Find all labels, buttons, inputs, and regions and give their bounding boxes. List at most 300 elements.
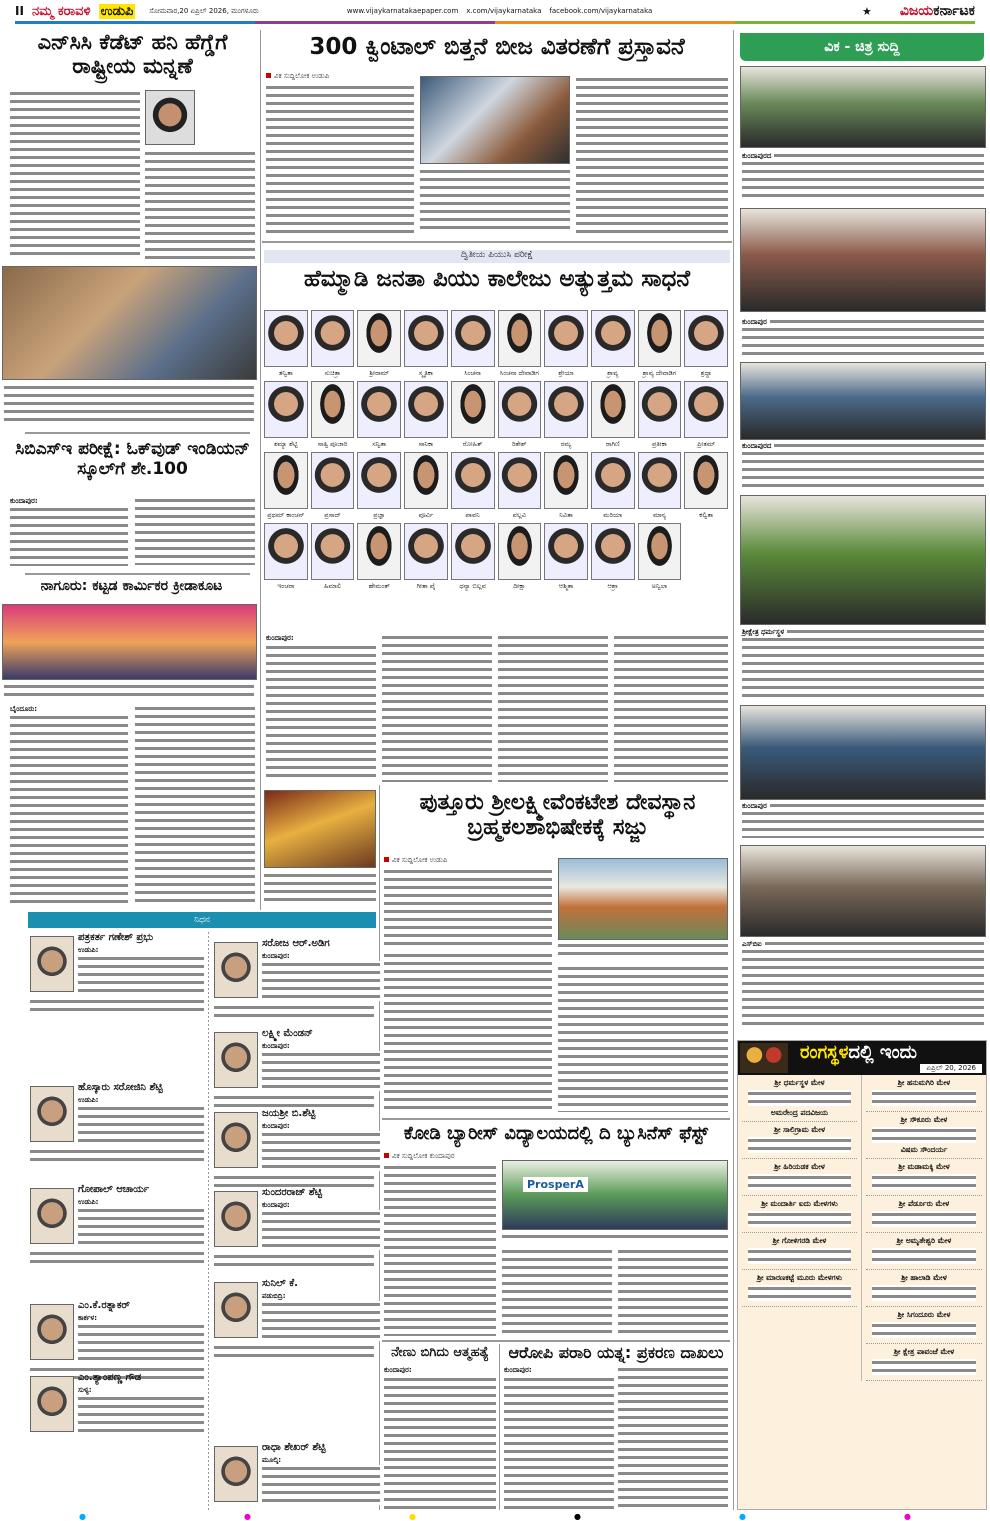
student-photo [591,523,635,580]
student-name: ಶ್ರಾವ್ಯ [607,369,619,377]
student-card [404,523,448,591]
caption-lead: ಕುಂದಾಪುರದ [742,152,774,161]
student-photo [264,310,308,367]
x-link[interactable]: x.com/vijaykarnataka [466,7,542,15]
headline-nagur: ನಾಗೂರು: ಕಟ್ಟಡ ಕಾರ್ಮಿಕರ ಕ್ರೀಡಾಕೂಟ [40,578,223,594]
rangasthala-box [737,1040,987,1510]
mela-listing [866,1112,982,1159]
student-photo [638,381,682,438]
student-photo [311,310,355,367]
student-card [451,381,495,449]
headline-cbse: ಸಿಬಿಎಸ್‌ಇ ಪರೀಕ್ಷೆ: ಓಕ್‌ವುಡ್ ಇಂಡಿಯನ್ ಸ್ಕೂಲ್‌ಗೆ ಶೇ.100 [15,439,250,479]
article-body [618,1248,728,1336]
divider [262,241,732,243]
rangasthala-header: ರಂಗಸ್ಥಳದಲ್ಲಿ ಇಂದು ಏಪ್ರಿಲ್ 20, 2026 [738,1041,986,1075]
student-photo [684,452,728,509]
student-photo-grid [264,310,728,591]
mela-listing [866,1233,982,1270]
student-name: ಅನ್ವಿಲಾ [651,582,668,590]
obituary-name: ಜಯಶ್ರೀ ಬಿ.ಶೆಟ್ಟಿ [262,1108,316,1119]
student-card [684,452,728,520]
student-card [264,452,308,520]
student-photo [684,381,728,438]
venue-text [748,1248,851,1264]
article-body [266,84,414,234]
mela-name: ಶ್ರೀ ಧರ್ಮಸ್ಥಳ ಮೇಳ [774,1078,825,1087]
student-photo [451,452,495,509]
student-photo [357,381,401,438]
obituary-text [262,1051,380,1091]
obituary-place: ಕುಂದಾಪುರ: [262,1042,290,1050]
venue-text [748,1137,851,1153]
business-fest-photo [502,1160,728,1230]
student-photo [544,523,588,580]
caption-lead: ಕುಂದಾಪುರ [742,802,770,811]
dateline: ಕುಂದಾಪುರ: [10,497,38,505]
student-name: ಸ್ಮೃತಿಕಾ [418,369,434,377]
meeting-photo [420,76,570,164]
obituary-name: ಲಕ್ಷ್ಮೀ ಮೆಂಡನ್ [262,1028,313,1039]
obituary-text [262,1465,380,1505]
news-photo [740,705,986,800]
photo-caption [742,940,984,1028]
student-card [357,310,401,378]
obituary-photo [30,1376,74,1432]
student-name: ಇಂಚರಾ [277,582,295,590]
student-photo [544,310,588,367]
masthead [15,2,975,20]
venue-text [872,1090,976,1106]
article-body [384,1164,496,1336]
student-card [638,310,682,378]
obituary-name: ಸುನಿಲ್ ಕೆ. [262,1278,298,1289]
venue-text [748,1211,851,1227]
obituary-text [78,1105,204,1145]
edition-date: ಸೋಮವಾರ,20 ಏಪ್ರಿಲ್ 2026, ಮಂಗಳೂರು [149,6,259,15]
student-name: ಪೂರ್ವಿ [418,511,434,519]
article-body [382,634,492,782]
student-photo [357,452,401,509]
dateline: ಕುಂದಾಪುರ: [504,1366,532,1374]
article-body [504,1376,614,1510]
student-card [264,381,308,449]
mela-listing [866,1196,982,1233]
headline-accused: ಆರೋಪಿ ಪರಾರಿ ಯತ್ನ: ಪ್ರಕರಣ ದಾಖಲು [508,1343,724,1362]
divider [25,573,250,575]
student-photo [311,523,355,580]
mela-name: ಶ್ರೀ ಗೋಳಿಗರಡಿ ಮೇಳ [772,1236,827,1245]
student-photo [451,523,495,580]
venue-text [872,1127,976,1143]
play-title: ಅಮರೇಂದ್ರ ಪದವಿಜಯ [770,1108,829,1117]
photo-caption [502,1233,728,1243]
student-card [404,381,448,449]
obituary-name: ಎಂ.ಕೆ.ರತ್ನಾಕರ್ [78,1300,130,1311]
student-name: ಪ್ರಜ್ಞಾ [373,511,386,519]
mela-name: ಶ್ರೀ ಹನುಮಗಿರಿ ಮೇಳ [897,1078,951,1087]
article-body [502,1248,612,1336]
student-name: ಆಶ್ರಾ [607,582,618,590]
mela-name: ಶ್ರೀ ಹಿರಿಯಡಕ ಮೇಳ [774,1162,825,1171]
student-photo [264,523,308,580]
mela-name: ಶ್ರೀ ಹಾಲಾಡಿ ಮೇಳ [901,1273,947,1282]
article-body [135,705,255,905]
student-photo [264,452,308,509]
temple-render-photo [558,858,728,940]
column-rule [499,1344,500,1510]
student-photo [357,310,401,367]
obituary-text [214,1004,374,1020]
student-photo [638,523,682,580]
student-name: ಶ್ರಾವ್ಯ ದೇವಾಡಿಗ [642,369,677,377]
obituary-photo [30,1086,74,1142]
student-photo [404,310,448,367]
web-link[interactable]: www.vijaykarnatakaepaper.com [346,7,459,15]
student-card [451,523,495,591]
student-card [591,523,635,591]
obituary-name: ಸರೋಜ ಆರ್.ಅಡಿಗ [262,938,330,949]
student-card [684,310,728,378]
obituary-text [30,1250,204,1266]
student-photo [498,381,542,438]
photo-caption [742,152,984,202]
student-card [638,523,682,591]
mela-column-left [738,1075,862,1381]
student-card [311,381,355,449]
obituary-photo [214,1112,258,1168]
student-name: ರೋಹಿತ್ [462,440,483,448]
divider [382,1340,730,1342]
student-photo [498,452,542,509]
student-photo [451,381,495,438]
student-name: ಸಾನಿಕಾ [418,440,434,448]
student-card [684,381,728,449]
obituary-place: ಕುಂದಾಪುರ: [262,1122,290,1130]
student-card [591,381,635,449]
mela-name: ಶ್ರೀ ಕ್ಷೇತ್ರ ಪಾವಂಜೆ ಮೇಳ [893,1347,955,1356]
student-card [311,310,355,378]
obituary-text [262,1301,380,1341]
article-body [266,644,376,782]
student-card [498,523,542,591]
obituary-text [78,1395,204,1435]
photo-caption [742,802,984,838]
student-name: ಸನ್ವಿತಾ [372,440,387,448]
page-number: II [15,4,24,18]
student-photo [591,310,635,367]
student-photo [311,452,355,509]
article-body [384,868,552,948]
student-card [638,452,682,520]
photo-caption [742,318,984,358]
headline-ncc: ಎನ್‌ಸಿಸಿ ಕೆಡೆಟ್ ಹನಿ ಹೆಗ್ಡೆಗೆ ರಾಷ್ಟ್ರೀಯ ಮನ್ನಣೆ [37,30,228,79]
student-name: ಆಶ್ಮಿತಾ [558,582,574,590]
student-card [404,310,448,378]
obituary-place: ಉಡುಪಿ: [78,946,99,954]
mela-listing [866,1344,982,1381]
student-card [498,381,542,449]
photo-caption [4,384,254,424]
article-body [576,76,728,234]
venue-text [748,1174,851,1190]
headline-suicide: ನೇಣು ಬಿಗಿದು ಆತ್ಮಹತ್ಯೆ [391,1345,489,1360]
obituary-photo [214,1446,258,1502]
student-card [591,452,635,520]
obituary-text [78,1207,204,1247]
headline-business-fest: ಕೋಡಿ ಬ್ಯಾರೀಸ್ ವಿದ್ಯಾಲಯದಲ್ಲಿ ದಿ ಬ್ಯುಸಿನೆಸ್ ಫೆಸ್ಟ್ [403,1123,709,1144]
headline-puc: ಹೆಮ್ಮಾಡಿ ಜನತಾ ಪಿಯು ಕಾಲೇಜು ಅತ್ಯುತ್ತಮ ಸಾಧನೆ [303,266,691,292]
student-name: ರಿತೇಶ್ [512,440,527,448]
student-photo [498,310,542,367]
masthead-stripe [15,21,975,24]
student-card [264,523,308,591]
student-name: ತನ್ವಿತಾ [278,369,293,377]
event-photo [2,266,257,380]
student-card [404,452,448,520]
mela-listing [742,1196,857,1233]
student-name: ಸಿಂಚನಾ ದೇವಾಡಿಗ [499,369,539,377]
mela-listing [742,1233,857,1270]
venue-text [872,1322,976,1338]
student-card [544,452,588,520]
student-name: ಹೇಮಂತ್ [368,582,390,590]
article-body [10,506,128,566]
student-card [357,381,401,449]
venue-text [872,1211,976,1227]
column-rule [208,932,209,1510]
article-body [558,965,728,1112]
cadet-photo [145,90,195,145]
student-name: ಪ್ರೀತಮ್ [697,440,716,448]
student-name: ಸಾತ್ವಿ ಪೂಜಾರಿ [317,440,348,448]
article-body [420,168,570,234]
section-udupi: ಉಡುಪಿ [100,3,134,19]
student-name: ಪಾವನಿ [465,511,480,519]
obituary-text [214,1253,374,1269]
article-body [384,952,552,1112]
article-body [618,1366,728,1510]
student-card [544,523,588,591]
student-name: ಪಲ್ಲವಿ [512,511,527,519]
sports-meet-photo [2,604,257,680]
mela-name: ಶ್ರೀ ಸೌಕೂರು ಮೇಳ [900,1115,948,1124]
student-name: ಸಿಂಚನಾ [464,369,481,377]
mela-name: ಶ್ರೀ ಸಿಗಂದೂರು ಮೇಳ [897,1310,951,1319]
article-body [145,150,255,260]
student-photo [544,381,588,438]
obituary-name: ಗೋಪಾಲ್ ಆಚಾರ್ಯ [78,1184,150,1195]
obituary-place: ಸುಳ್ಯ: [78,1386,92,1394]
dateline: ಬೈಂದೂರು: [10,705,38,713]
article-body [10,714,128,904]
student-photo [498,523,542,580]
student-name: ಶಮ್ಯಾ ಶೆಟ್ಟಿ [274,440,298,448]
student-name: ರಾಗಿಣಿ [605,440,620,448]
obituary-place: ಕಾರ್ಕಳ: [78,1314,97,1322]
obituary-text [30,998,204,1014]
news-photo [740,495,986,625]
obituary-place: ಕುಂದಾಪುರ: [262,1201,290,1209]
dateline: ಕುಂದಾಪುರ: [266,634,294,642]
student-card [498,452,542,520]
obituary-name: ಹೊಸ್ಕಾರು ಸರೋಜಿನಿ ಶೆಟ್ಟಿ [78,1082,163,1093]
headline-seeds: 300 ಕ್ವಿಂಟಾಲ್ ಬಿತ್ತನೆ ಬೀಜ ವಿತರಣೆಗೆ ಪ್ರಸ್ತಾವನೆ [309,34,685,60]
photo-caption [264,872,376,906]
rangasthala-title: ರಂಗಸ್ಥಳ [800,1042,849,1063]
divider [382,1118,730,1120]
student-card [264,310,308,378]
mela-name: ಶ್ರೀ ಮಂದಾರ್ತಿ ಐದು ಮೇಳಗಳು [761,1199,838,1208]
student-photo [404,523,448,580]
student-card [544,381,588,449]
venue-text [748,1090,851,1106]
mela-column-right [862,1075,986,1381]
venue-text [872,1174,976,1190]
venue-text [872,1285,976,1301]
student-photo [404,452,448,509]
caption-lead: ಕುಂದಾಪುರ [742,318,770,327]
student-name: ಮರಿಯಾ [603,511,623,519]
caption-lead: ಎಸ್‌ಬಿಐ [742,940,765,949]
student-name: ಸುಚಿತ್ರಾ [324,369,341,377]
mela-listing [866,1159,982,1196]
student-card [638,381,682,449]
article-body [614,634,728,782]
obituary-text [262,961,380,1001]
student-card [498,310,542,378]
photo-caption [4,683,254,701]
student-name: ಪ್ರತೀಕಾ [651,440,667,448]
caption-lead: ಶ್ರೀಕ್ಷೇತ್ರ ಧರ್ಮಸ್ಥಳ [742,628,787,637]
mela-listing [866,1075,982,1112]
student-card [311,523,355,591]
student-photo [451,310,495,367]
obituary-text [30,1148,204,1164]
student-card [451,452,495,520]
student-name: ಶ್ರೀರಾಮ್ [369,369,390,377]
dateline: ಕುಂದಾಪುರ: [384,1366,412,1374]
student-name: ಪ್ರಸಾದ್ [324,511,341,519]
mela-name: ಶ್ರೀ ಮಾರಣಕಟ್ಟೆ ಮೂರು ಮೇಳಗಳು [756,1273,843,1282]
student-name: ಶ್ರದ್ಧಾ [700,369,712,377]
obituary-photo [30,1188,74,1244]
student-photo [311,381,355,438]
student-name: ಹಿಮಾಲಿ [323,582,342,590]
facebook-link[interactable]: facebook.com/vijaykarnataka [549,7,653,15]
obituary-name: ಎಂ.ತ್ಯಾಂಪಣ್ಣ ಗೌಡ [78,1372,142,1383]
obituary-text [262,1131,380,1171]
student-name: ಗೀತಾ ಪೈ [416,582,436,590]
color-registration-marks: ● ● ● ● ● ● [79,1512,911,1521]
photo-caption [742,442,984,490]
byline: ವಿಕ ಸುದ್ದಿಲೋಕ ಉಡುಪಿ [266,72,329,81]
obituary-text [262,1210,380,1250]
photo-caption [558,942,728,960]
mela-listing [742,1075,857,1122]
student-card [357,452,401,520]
photo-caption [742,628,984,698]
student-name: ಮಾನ್ಯ [652,511,666,519]
obituary-place: ಕುಂದಾಪುರ: [262,952,290,960]
obituary-photo [30,1304,74,1360]
student-name: ಧನ್ಯಾ ಬಿಲ್ಲವ [459,582,486,590]
mela-listing [742,1159,857,1196]
play-title: ವಿಷಮ ಸೌಂದರ್ಯ [900,1145,948,1154]
news-photo [740,845,986,937]
obituary-place: ಉಡುಪಿ: [78,1198,99,1206]
student-card [544,310,588,378]
obituary-place: ಮೂಲ್ಕಿ: [262,1456,282,1464]
star-icon: ★ [861,4,872,18]
student-card [357,523,401,591]
mela-name: ಶ್ರೀ ಸಾಲಿಗ್ರಾಮ ಮೇಳ [773,1125,826,1134]
student-card [311,452,355,520]
fest-banner: ProsperA [523,1177,588,1192]
venue-text [748,1285,851,1301]
byline: ವಿಕ ಸುದ್ದಿಲೋಕ ಉಡುಪಿ [384,856,447,865]
rangasthala-date: ಏಪ್ರಿಲ್ 20, 2026 [920,1064,982,1073]
student-name: ಶ್ರೇಯಾ [558,369,574,377]
article-body [135,497,255,565]
byline: ವಿಕ ಸುದ್ದಿಲೋಕ ಕುಂದಾಪುರ [384,1152,455,1161]
obituary-photo [214,1282,258,1338]
mela-listing [742,1122,857,1159]
obituary-photo [214,1191,258,1247]
student-photo [264,381,308,438]
student-name: ಕಲ್ವಿತಾ [699,511,714,519]
obituary-header: ನಿಧನ [28,912,376,928]
student-photo [638,452,682,509]
obituary-text [214,1344,374,1360]
obituary-place: ಪಡುಬಿದ್ರಿ: [262,1292,286,1300]
venue-text [872,1359,976,1375]
student-photo [591,452,635,509]
mela-name: ಶ್ರೀ ಮಡಾಮಕ್ಕಿ ಮೇಳ [898,1162,950,1171]
obituary-text [78,1323,204,1363]
student-card [451,310,495,378]
student-name: ದೀಕ್ಷಾ [513,582,526,590]
obituary-photo [30,936,74,992]
caption-lead: ಕುಂದಾಪುರದ [742,442,774,451]
obituary-name: ಸುಂದರರಾಜ್ ಶೆಟ್ಟಿ [262,1187,323,1198]
photo-news-header: ವಿಕ - ಚಿತ್ರ ಸುದ್ದಿ [740,33,984,61]
article-body [498,634,608,782]
article-body [10,90,140,260]
student-name: ಪ್ರಥಮ್ ಕಾಂಚನ್ [267,511,305,519]
student-photo [684,310,728,367]
news-photo [740,66,986,148]
mela-listing [866,1270,982,1307]
student-photo [544,452,588,509]
student-photo [638,310,682,367]
section-title: ನಮ್ಮ ಕರಾವಳಿ [31,3,91,19]
student-card [591,310,635,378]
obituary-photo [214,1032,258,1088]
obituary-name: ರಾಧಾ ಶೇಖರ್ ಶೆಟ್ಟಿ [262,1442,326,1453]
obituary-place: ಉಡುಪಿ: [78,1096,99,1104]
mela-name: ಶ್ರೀ ಪೆರ್ಡೂರು ಮೇಳ [898,1199,950,1208]
student-name: ನಿವಿತಾ [559,511,573,519]
mela-name: ಶ್ರೀ ಅಮೃತೇಶ್ವರಿ ಮೇಳ [896,1236,952,1245]
obituary-name: ಪತ್ರಕರ್ತ ಗಣೇಶ್ ಪ್ರಭು [78,932,154,943]
mela-listing [866,1307,982,1344]
obituary-text [78,955,204,995]
student-photo [357,523,401,580]
news-photo [740,362,986,440]
brand-logo: ವಿಜಯಕರ್ನಾಟಕ [899,3,975,19]
venue-text [872,1248,976,1264]
column-rule [260,30,261,910]
